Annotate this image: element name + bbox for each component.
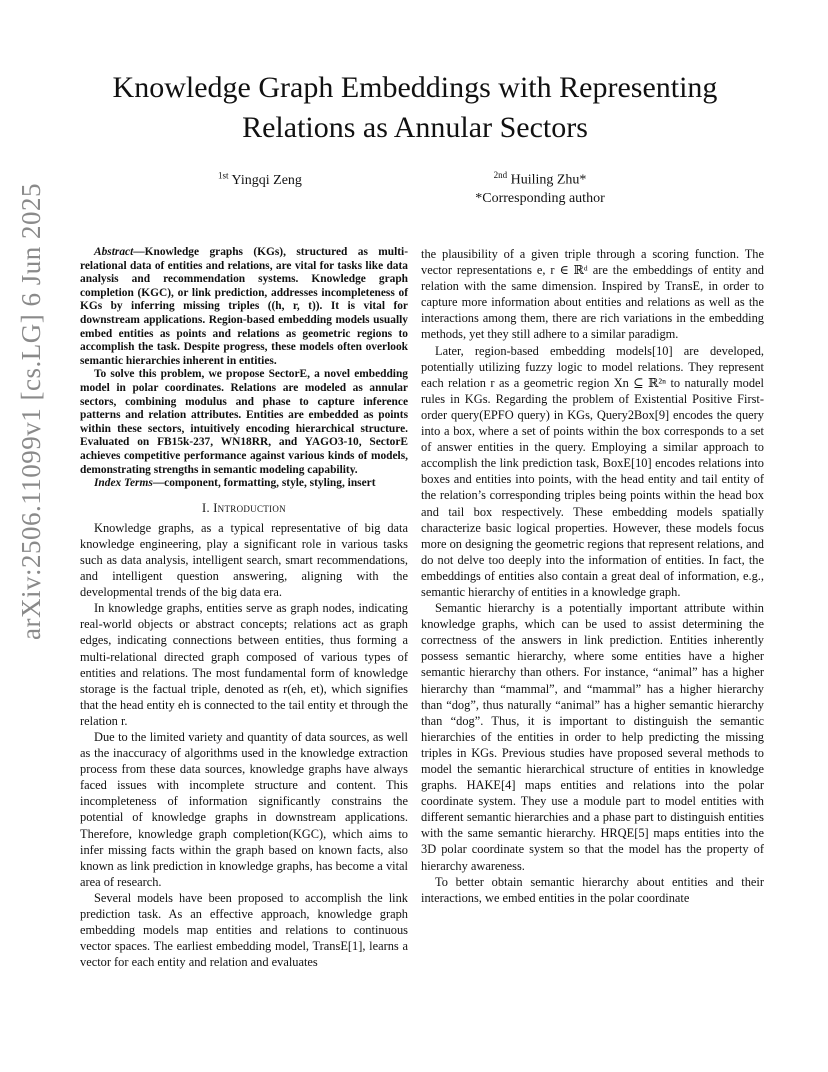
section-heading-introduction: I. Introduction xyxy=(202,500,286,515)
author-1-ordinal: 1st xyxy=(218,170,229,180)
author-1-name: Yingqi Zeng xyxy=(231,172,302,188)
left-column xyxy=(80,246,408,970)
intro-paragraph-2: In knowledge graphs, entities serve as graph nodes, indicating real-world objects or abstract concepts; relations act as graph edges, indicating connections between entities, thus forming a multi-relational directed graph composed of various types of entities and relations. The most fundamental form of knowledge storage is the factual triple, denoted as r(eh, et), which signifies that the head entity eh is connected to the tail entity et through the relation r. xyxy=(80,601,408,728)
intro-paragraph-3: Due to the limited variety and quantity of data sources, as well as the inaccuracy of algorithms used in the knowledge extraction process from these data sources, knowledge graphs have always faced issues with incomplete structure and content. This incompleteness of information significantly constrains the potential of knowledge graphs in downstream applications. Therefore, knowledge graph completion(KGC), which aims to infer missing facts within the graph based on known facts, also known as link prediction in knowledge graphs, has become a vital area of research. xyxy=(80,730,408,889)
index-terms-lead: Index Terms xyxy=(94,477,153,490)
author-2-name-line xyxy=(430,166,650,190)
author-1 xyxy=(190,166,330,190)
corresponding-author-note: *Corresponding author xyxy=(475,190,605,206)
right-column xyxy=(421,246,764,906)
right-paragraph-3: Semantic hierarchy is a potentially important attribute within knowledge graphs, which can be used to assist determining the correctness of the answers in link prediction. Entities inherently possess semantic hierarchy, where some entities have a higher semantic hierarchy than others. For instance, “animal” has a higher hierarchy than “mammal”, and “mammal” has a higher hierarchy than “dog”, thus naturally “animal” has a higher semantic hierarchy than “dog”. Thus, it is important to distinguish the semantic hierarchies of the entities in order to help predicting the missing triples in KGs. Previous studies have proposed several methods to model the semantic hierarchical structure of entities in knowledge graphs. HAKE[4] maps entities and relations into the polar coordinate system. They use a module part to model entities with different semantic hierarchies and a phase part to distinguish entities with the same semantic hierarchy. HRQE[5] maps entities into the 3D polar coordinate system so that the model has the property of hierarchy awareness. xyxy=(421,601,764,873)
intro-paragraph-4: Several models have been proposed to accomplish the link prediction task. As an effective approach, knowledge graph embedding models map entities and relations to continuous vector spaces. The earliest embedding model, TransE[1], learns a vector for each entity and relation and evaluates xyxy=(80,890,408,970)
abstract-paragraph-1 xyxy=(80,246,408,368)
author-1-name-line xyxy=(218,170,302,188)
intro-paragraph-1: Knowledge graphs, as a typical representative of big data knowledge engineering, play a significant role in various tasks such as data analysis, intelligent search, smart recommendations, and intelligent question answering, aligning with the developmental trends of the big data era. xyxy=(80,520,408,600)
abstract-paragraph-2: To solve this problem, we propose SectorE, a novel embedding model in polar coordinates. Relations are modeled as annular sectors, combining modulus and phase to capture inference patterns and relation attributes. Entities are embedded as points within these sectors, intuitively encoding hierarchical structure. Evaluated on FB15k-237, WN18RR, and YAGO3-10, SectorE achieves competitive performance against various kinds of models, demonstrating strengths in semantic modeling capability. xyxy=(80,368,408,476)
abstract-text-1: —Knowledge graphs (KGs), structured as multi-relational data of entities and relations, are vital for tasks like data analysis and recommendation systems. Knowledge graph completion (KGC), or link prediction, addresses incompleteness of KGs by inferring missing triples ((h, r, t)). It is vital for downstream applications. Region-based embedding models usually embed entities as points and relations as geometric regions to accomplish the task. Despite progress, these models often overlook semantic hierarchies inherent in entities. xyxy=(80,246,408,367)
right-paragraph-4: To better obtain semantic hierarchy about entities and their interactions, we embed entities in the polar coordinate xyxy=(421,874,764,905)
arxiv-identifier: arXiv:2506.11099v1 [cs.LG] 6 Jun 2025 xyxy=(16,183,46,640)
abstract xyxy=(80,246,408,491)
index-terms-text: —component, formatting, style, styling, insert xyxy=(152,477,376,490)
abstract-lead: Abstract xyxy=(94,246,134,258)
right-paragraph-1: the plausibility of a given triple through a scoring function. The vector representations e, r ∈ ℝᵈ are the embeddings of entity and relation with the same dimension. Inspired by TransE, in order to capture more information about entities and relations as well as the interactions among them, there are rich variations in the embedding methods, yet they still adhere to a similar paradigm. xyxy=(421,247,764,342)
author-2 xyxy=(430,166,650,208)
paper-title: Knowledge Graph Embeddings with Representing Relations as Annular Sectors xyxy=(112,71,718,144)
right-paragraph-2: Later, region-based embedding models[10] are developed, potentially utilizing fuzzy logic to model relations. They represent each relation r as a geometric region Xn ⊆ ℝ²ⁿ to naturally model rules in KGs. Regarding the problem of Existential Positive First-order query(EPFO query) in KGs, Query2Box[9] encodes the query into a box, where a set of points within the box corresponds to a set of answer entities in the query. Employing a similar approach to accomplish the link prediction task, BoxE[10] encodes relations into boxes and entities into points, with the head entity and tail entity of the relation’s corresponding triples being points within the head box and tail box respectively. These embedding models spatially characterize basic logical properties. However, these models focus more on designing the geometric regions that represent relations, and do not delve too deeply into the information of entities. In fact, the embeddings of entities also contain a great deal of information, e.g., semantic hierarchy of entities in a knowledge graph. xyxy=(421,343,764,599)
author-2-ordinal: 2nd xyxy=(493,170,508,180)
author-2-name: Huiling Zhu* xyxy=(510,172,587,188)
index-terms xyxy=(80,477,408,491)
